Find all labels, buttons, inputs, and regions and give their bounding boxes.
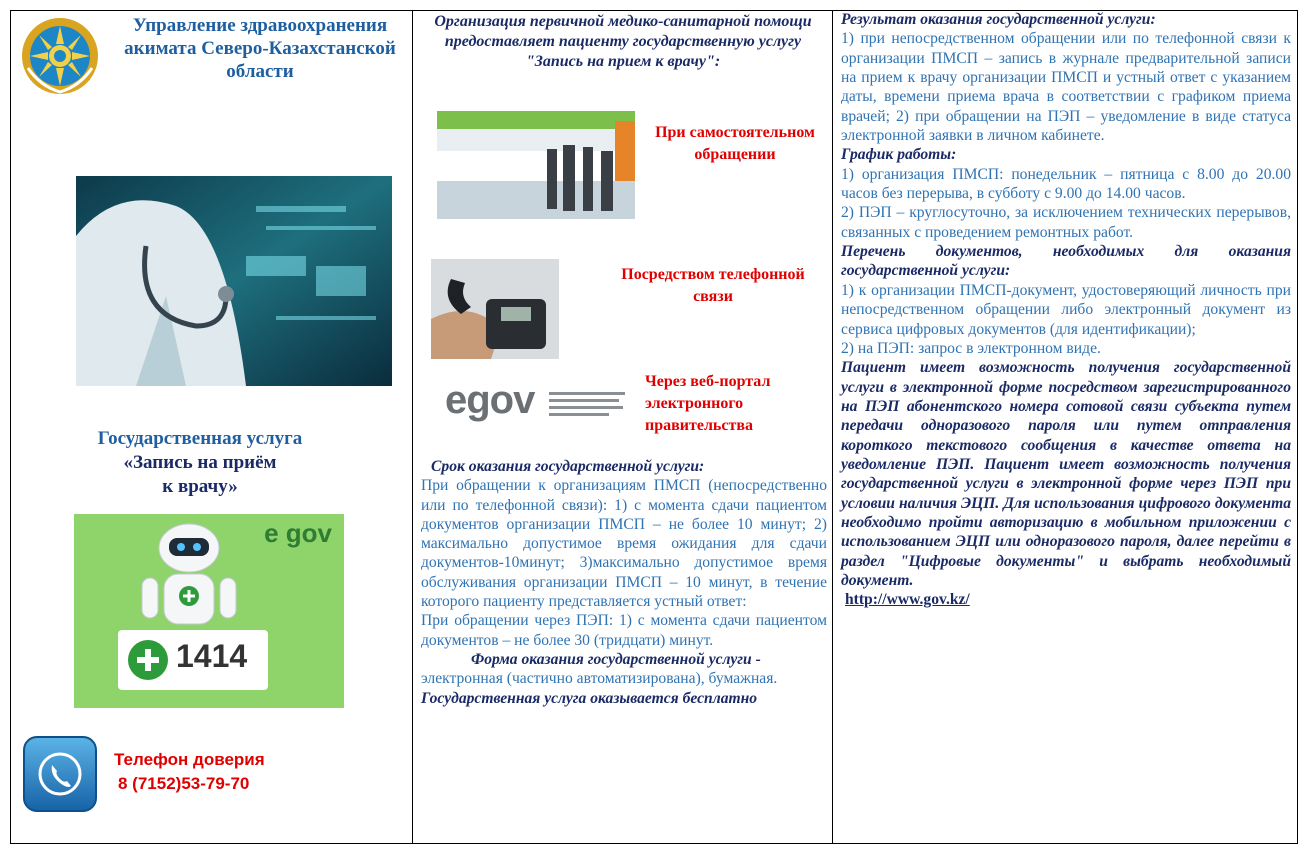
term-text-1: При обращении к организациям ПМСП (непосредственно или по телефонной связи): 1) с момента сдачи пациентом документов организации ПМСП – не более 10 минут; 2) максимально допустимое время ожидания для сдачи документов-10минут; 3)максимально допустимое время обслуживания организации ПМСП – 10 минут, в течение которого пациенту представляется устный ответ:	[421, 477, 827, 611]
docs-text-2: 2) на ПЭП: запрос в электронном виде.	[841, 339, 1101, 357]
egov-caption-lines	[549, 390, 629, 420]
plus-headset-icon	[126, 638, 170, 682]
hotline-number[interactable]: 8 (7152)53-79-70	[118, 774, 250, 793]
method-phone: Посредством телефонной связи	[621, 266, 805, 305]
result-heading: Результат оказания государственной услуги:	[841, 11, 1156, 28]
term-text-2: При обращении через ПЭП: 1) с момента сдачи пациентом документов – не более 30 (тридцати) минут.	[421, 612, 827, 649]
egov-logo-text: egov	[445, 378, 535, 422]
result-text: 1) при непосредственном обращении или по телефонной связи к организации ПМСП – запись в журнале предварительной записи на прием к врачу организации ПМСП и устный ответ с указанием даты, времени приема врача в соответствии с графиком приема врачей; 2) при обращении на ПЭП – уведомление в виде статуса электронной заявки в личном кабинете.	[841, 30, 1291, 145]
registry-desk-photo	[437, 111, 635, 219]
docs-heading: Перечень документов, необходимых для оказания государственной услуги:	[841, 243, 1291, 280]
schedule-text-1: 1) организация ПМСП: понедельник – пятница с 8.00 до 20.00 часов без перерыва, в субботу с 9.00 до 14.00 часов.	[841, 165, 1291, 203]
egov-note: Пациент имеет возможность получения государственной услуги в электронной форме посредством зарегистрированного на ПЭП абонентского номера сотовой связи субъекта путем передачи одноразового пароля или путем отправления короткого текстового сообщения в качестве ответа на уведомление ПЭП. Пациент имеет возможность получения государственной услуги в электронной форме через ПЭП при условии наличия ЭЦП. Для использования цифрового документа необходимо пройти авторизацию в мобильном приложении с использованием ЭЦП или одноразового пароля, далее перейти в раздел "Цифровые документы" и выбрать необходимый документ.	[841, 359, 1291, 589]
right-column	[833, 10, 1298, 844]
hotline-label: Телефон доверия	[114, 750, 265, 769]
kazakhstan-emblem-icon	[20, 16, 100, 96]
phone-icon	[23, 736, 97, 812]
method-web: Через веб-портал электронного правительства	[645, 373, 771, 434]
docs-text-1: 1) к организации ПМСП-документ, удостоверяющий личность при непосредственном обращении либо электронный документ из сервиса цифровых документов (для идентификации);	[841, 281, 1291, 338]
robot-1414-banner	[74, 514, 344, 708]
gov-kz-link[interactable]: http://www.gov.kz/	[845, 591, 970, 609]
right-text	[841, 10, 1291, 610]
hotline	[114, 748, 265, 796]
free-text: Государственная услуга оказывается бесплатно	[421, 689, 758, 707]
schedule-text-2: 2) ПЭП – круглосуточно, за исключением технических перерывов, связанных с проведением ремонтных работ.	[841, 204, 1291, 241]
telephone-photo	[431, 259, 559, 359]
form-text: электронная (частично автоматизирована), бумажная.	[421, 670, 778, 688]
term-section	[421, 457, 827, 708]
number-1414: 1414	[176, 638, 248, 674]
method-self: При самостоятельном обращении	[655, 124, 815, 163]
service-title: Государственная услуга «Запись на приём к врачу»	[97, 428, 303, 497]
schedule-heading: График работы:	[841, 146, 957, 164]
egov-banner	[431, 370, 639, 440]
form-heading: Форма оказания государственной услуги -	[471, 650, 761, 668]
middle-column	[413, 10, 833, 844]
doctor-photo	[76, 176, 392, 386]
organization-title: Управление здравоохранения акимата Северо-Казахстанской области	[124, 15, 396, 82]
egov-logo: e gov	[264, 518, 332, 548]
robot-icon	[134, 520, 244, 632]
term-heading: Срок оказания государственной услуги:	[431, 458, 705, 475]
left-column	[10, 10, 413, 844]
middle-title: Организация первичной медико-санитарной помощи предоставляет пациенту государственную услугу "Запись на прием к врачу":	[434, 13, 812, 70]
hotline-1414-card	[118, 630, 268, 690]
